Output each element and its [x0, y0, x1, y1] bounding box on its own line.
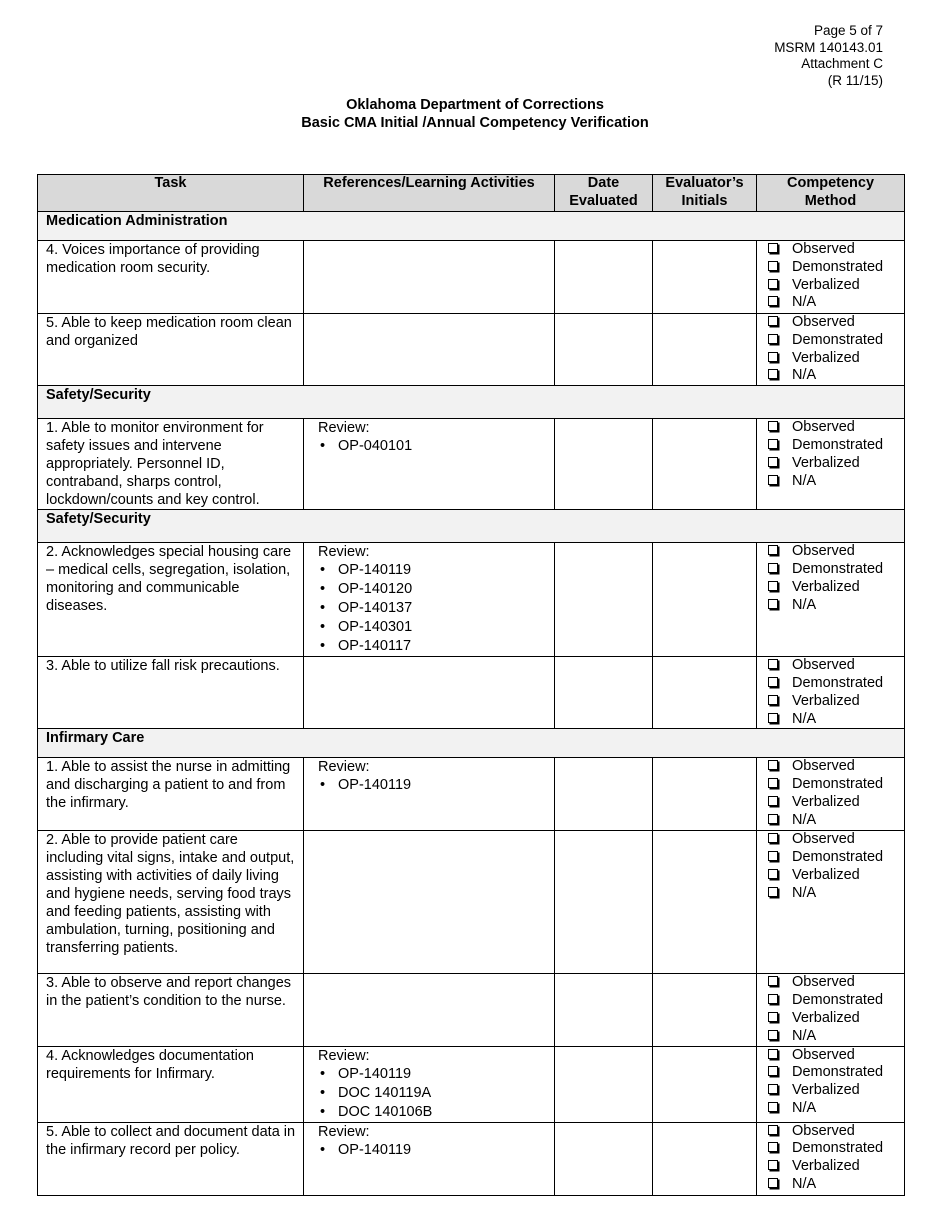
evaluator-initials-cell[interactable]: [653, 974, 757, 1046]
reference-code: DOC 140119A: [338, 1084, 432, 1101]
page-title: [0, 96, 950, 132]
method-label: Observed: [792, 974, 855, 991]
table-header-row: [38, 175, 905, 212]
date-evaluated-cell[interactable]: [555, 1046, 653, 1122]
reference-code: OP-140120: [338, 581, 413, 598]
reference-list: [318, 1065, 554, 1122]
method-label: Observed: [792, 831, 855, 848]
method-label: N/A: [792, 884, 817, 901]
competency-method-cell: [757, 831, 905, 974]
reference-code: OP-140119: [338, 777, 412, 794]
references-cell: [304, 831, 555, 974]
method-label: Verbalized: [792, 1009, 860, 1026]
evaluator-initials-cell[interactable]: [653, 419, 757, 510]
task-cell: 2. Acknowledges special housing care – medical cells, segregation, isolation, monitoring and communicable diseases.: [38, 543, 304, 657]
method-label: N/A: [792, 1099, 817, 1116]
reference-code: DOC 140106B: [338, 1103, 433, 1120]
method-label: Demonstrated: [792, 849, 884, 866]
checkbox-icon[interactable]: [768, 814, 778, 824]
table-row: [38, 314, 905, 386]
document-header: [774, 23, 883, 89]
references-cell: [304, 241, 555, 314]
references-cell: [304, 974, 555, 1046]
method-option[interactable]: [766, 867, 904, 885]
reference-list: [318, 776, 554, 795]
task-cell: 2. Able to provide patient care including vital signs, intake and output, assisting with activities of daily living and hygiene needs, serving food trays and feeding patients, assisting with ambulation, turning, positioning and transferring patients.: [38, 831, 304, 974]
method-list: [766, 241, 904, 312]
date-evaluated-cell[interactable]: [555, 657, 653, 729]
bullet-icon: •: [320, 1141, 326, 1158]
bullet-icon: •: [320, 562, 326, 579]
checkbox-icon[interactable]: [768, 869, 778, 879]
evaluator-initials-cell[interactable]: [653, 1046, 757, 1122]
checkbox-icon[interactable]: [768, 457, 778, 467]
method-label: Demonstrated: [792, 1140, 884, 1157]
competency-method-cell: [757, 241, 905, 314]
date-evaluated-cell[interactable]: [555, 1122, 653, 1195]
reference-code: OP-140301: [338, 619, 413, 636]
method-option[interactable]: [766, 455, 904, 473]
method-label: N/A: [792, 1175, 817, 1192]
reference-code: OP-140117: [338, 638, 412, 655]
evaluator-initials-cell[interactable]: [653, 1122, 757, 1195]
method-option[interactable]: [766, 543, 904, 561]
date-evaluated-cell[interactable]: [555, 419, 653, 510]
checkbox-icon[interactable]: [768, 760, 778, 770]
table-row: [38, 543, 905, 657]
checkbox-icon[interactable]: [768, 659, 778, 669]
reference-item: [318, 1084, 554, 1103]
header-evaluator-initials: Evaluator’s Initials: [653, 175, 757, 212]
task-cell: 5. Able to keep medication room clean and organized: [38, 314, 304, 386]
checkbox-icon[interactable]: [768, 1160, 778, 1170]
reference-code: OP-140119: [338, 1065, 412, 1082]
section-title: Safety/Security: [38, 510, 905, 543]
reference-item: [318, 580, 554, 599]
page-number: Page 5 of 7: [813, 23, 883, 38]
method-label: Verbalized: [792, 454, 860, 471]
evaluator-initials-cell[interactable]: [653, 758, 757, 831]
competency-method-cell: [757, 758, 905, 831]
method-label: N/A: [792, 710, 817, 727]
bullet-icon: •: [320, 1065, 326, 1082]
method-option[interactable]: [766, 332, 904, 350]
checkbox-icon[interactable]: [768, 316, 778, 326]
method-option[interactable]: [766, 711, 904, 729]
references-cell: [304, 543, 555, 657]
task-cell: 1. Able to assist the nurse in admitting and discharging a patient to and from the infirmary.: [38, 758, 304, 831]
section-row: [38, 212, 905, 241]
method-option[interactable]: [766, 1028, 904, 1046]
bullet-icon: •: [320, 638, 326, 655]
method-list: [766, 831, 904, 902]
review-label: Review:: [318, 1123, 370, 1140]
method-list: [766, 314, 904, 385]
date-evaluated-cell[interactable]: [555, 831, 653, 974]
reference-item: [318, 1103, 554, 1122]
method-option[interactable]: [766, 277, 904, 295]
method-label: Demonstrated: [792, 776, 884, 793]
method-option[interactable]: [766, 1140, 904, 1158]
checkbox-icon[interactable]: [768, 677, 778, 687]
method-option[interactable]: [766, 367, 904, 385]
method-label: Verbalized: [792, 793, 860, 810]
checkbox-icon[interactable]: [768, 1066, 778, 1076]
task-cell: 3. Able to utilize fall risk precautions.: [38, 657, 304, 729]
method-option[interactable]: [766, 1123, 904, 1141]
checkbox-icon[interactable]: [768, 1012, 778, 1022]
references-cell: [304, 419, 555, 510]
method-option[interactable]: [766, 831, 904, 849]
method-option[interactable]: [766, 675, 904, 693]
method-option[interactable]: [766, 294, 904, 312]
reference-item: [318, 437, 554, 456]
method-label: Observed: [792, 1046, 855, 1063]
method-label: N/A: [792, 811, 817, 828]
attachment-label: Attachment C: [801, 56, 883, 71]
section-row: [38, 510, 905, 543]
method-list: [766, 543, 904, 614]
reference-code: OP-140119: [338, 1141, 412, 1158]
method-label: Demonstrated: [792, 560, 884, 577]
checkbox-icon[interactable]: [768, 421, 778, 431]
checkbox-icon[interactable]: [768, 439, 778, 449]
evaluator-initials-cell[interactable]: [653, 314, 757, 386]
method-label: Demonstrated: [792, 331, 884, 348]
reference-item: [318, 618, 554, 637]
method-label: Observed: [792, 241, 855, 257]
checkbox-icon[interactable]: [768, 261, 778, 271]
method-label: Verbalized: [792, 276, 860, 293]
competency-method-cell: [757, 1046, 905, 1122]
checkbox-icon[interactable]: [768, 545, 778, 555]
reference-item: [318, 1141, 554, 1160]
table-row: [38, 974, 905, 1046]
checkbox-icon[interactable]: [768, 1142, 778, 1152]
method-option[interactable]: [766, 1047, 904, 1065]
header-references: References/Learning Activities: [304, 175, 555, 212]
reference-item: [318, 599, 554, 618]
task-cell: 1. Able to monitor environment for safety issues and intervene appropriately. Personnel ID, contraband, sharps control, lockdown/counts and key control.: [38, 419, 304, 510]
method-label: N/A: [792, 596, 817, 613]
date-evaluated-cell[interactable]: [555, 974, 653, 1046]
competency-table: [37, 174, 905, 1196]
bullet-icon: •: [320, 1103, 326, 1120]
method-label: Verbalized: [792, 349, 860, 366]
method-label: Demonstrated: [792, 992, 884, 1009]
references-cell: [304, 1122, 555, 1195]
review-label: Review:: [318, 1047, 370, 1064]
date-evaluated-cell[interactable]: [555, 543, 653, 657]
bullet-icon: •: [320, 777, 326, 794]
method-option[interactable]: [766, 812, 904, 830]
method-option[interactable]: [766, 473, 904, 491]
method-option[interactable]: [766, 758, 904, 776]
method-option[interactable]: [766, 350, 904, 368]
checkbox-icon[interactable]: [768, 713, 778, 723]
reference-code: OP-040101: [338, 438, 413, 455]
method-list: [766, 974, 904, 1045]
reference-item: [318, 561, 554, 580]
bullet-icon: •: [320, 619, 326, 636]
table-row: [38, 419, 905, 510]
method-label: Observed: [792, 1122, 855, 1139]
method-option[interactable]: [766, 1158, 904, 1176]
date-evaluated-cell[interactable]: [555, 241, 653, 314]
method-list: [766, 657, 904, 728]
reference-code: OP-140119: [338, 562, 412, 579]
section-title: Safety/Security: [38, 386, 905, 419]
date-evaluated-cell[interactable]: [555, 314, 653, 386]
method-option[interactable]: [766, 1082, 904, 1100]
table-row: [38, 657, 905, 729]
competency-method-cell: [757, 543, 905, 657]
reference-item: [318, 776, 554, 795]
checkbox-icon[interactable]: [768, 695, 778, 705]
method-option[interactable]: [766, 1176, 904, 1194]
review-label: Review:: [318, 420, 370, 437]
method-option[interactable]: [766, 419, 904, 437]
method-list: [766, 1123, 904, 1194]
document-number: MSRM 140143.01: [774, 39, 883, 55]
method-option[interactable]: [766, 776, 904, 794]
header-date-evaluated: Date Evaluated: [555, 175, 653, 212]
section-title: Infirmary Care: [38, 729, 905, 758]
evaluator-initials-cell[interactable]: [653, 831, 757, 974]
competency-method-cell: [757, 1122, 905, 1195]
evaluator-initials-cell[interactable]: [653, 241, 757, 314]
review-label: Review:: [318, 759, 370, 776]
section-row: [38, 729, 905, 758]
table-row: [38, 758, 905, 831]
method-option[interactable]: [766, 849, 904, 867]
checkbox-icon[interactable]: [768, 279, 778, 289]
checkbox-icon[interactable]: [768, 1125, 778, 1135]
method-label: Demonstrated: [792, 1064, 884, 1081]
table-row: [38, 1046, 905, 1122]
header-task: Task: [38, 175, 304, 212]
reference-item: [318, 637, 554, 656]
checkbox-icon[interactable]: [768, 1084, 778, 1094]
checkbox-icon[interactable]: [768, 599, 778, 609]
method-option[interactable]: [766, 657, 904, 675]
reference-list: [318, 437, 554, 456]
title-line-2: Basic CMA Initial /Annual Competency Verification: [301, 115, 649, 131]
checkbox-icon[interactable]: [768, 1049, 778, 1059]
checkbox-icon[interactable]: [768, 563, 778, 573]
task-cell: 3. Able to observe and report changes in the patient’s condition to the nurse.: [38, 974, 304, 1046]
method-option[interactable]: [766, 437, 904, 455]
method-list: [766, 758, 904, 829]
table-row: [38, 1122, 905, 1195]
checkbox-icon[interactable]: [768, 994, 778, 1004]
references-cell: [304, 657, 555, 729]
bullet-icon: •: [320, 600, 326, 617]
references-cell: [304, 314, 555, 386]
method-option[interactable]: [766, 1064, 904, 1082]
method-label: Verbalized: [792, 578, 860, 595]
method-label: Verbalized: [792, 1158, 860, 1175]
checkbox-icon[interactable]: [768, 778, 778, 788]
task-cell: 5. Able to collect and document data in the infirmary record per policy.: [38, 1122, 304, 1195]
method-label: Observed: [792, 543, 855, 560]
method-option[interactable]: [766, 885, 904, 903]
checkbox-icon[interactable]: [768, 352, 778, 362]
competency-method-cell: [757, 314, 905, 386]
references-cell: [304, 758, 555, 831]
competency-method-cell: [757, 657, 905, 729]
bullet-icon: •: [320, 1084, 326, 1101]
table-row: [38, 831, 905, 974]
review-label: Review:: [318, 544, 370, 561]
method-label: N/A: [792, 1027, 817, 1044]
task-cell: 4. Acknowledges documentation requirements for Infirmary.: [38, 1046, 304, 1122]
evaluator-initials-cell[interactable]: [653, 657, 757, 729]
checkbox-icon[interactable]: [768, 887, 778, 897]
checkbox-icon[interactable]: [768, 1102, 778, 1112]
method-label: Verbalized: [792, 692, 860, 709]
method-list: [766, 1047, 904, 1118]
header-competency-method: Competency Method: [757, 175, 905, 212]
method-label: Observed: [792, 314, 855, 330]
section-title: Medication Administration: [38, 212, 905, 241]
method-label: N/A: [792, 472, 817, 489]
checkbox-icon[interactable]: [768, 475, 778, 485]
method-label: N/A: [792, 294, 817, 311]
table-row: [38, 241, 905, 314]
method-option[interactable]: [766, 561, 904, 579]
reference-code: OP-140137: [338, 600, 413, 617]
method-label: Verbalized: [792, 866, 860, 883]
method-label: Demonstrated: [792, 436, 884, 453]
references-cell: [304, 1046, 555, 1122]
method-option[interactable]: [766, 1010, 904, 1028]
checkbox-icon[interactable]: [768, 796, 778, 806]
competency-method-cell: [757, 419, 905, 510]
date-evaluated-cell[interactable]: [555, 758, 653, 831]
competency-method-cell: [757, 974, 905, 1046]
method-option[interactable]: [766, 974, 904, 992]
checkbox-icon[interactable]: [768, 369, 778, 379]
checkbox-icon[interactable]: [768, 976, 778, 986]
bullet-icon: •: [320, 581, 326, 598]
bullet-icon: •: [320, 438, 326, 455]
revision-label: (R 11/15): [827, 72, 883, 88]
checkbox-icon[interactable]: [768, 334, 778, 344]
method-option[interactable]: [766, 597, 904, 615]
method-option[interactable]: [766, 693, 904, 711]
method-option[interactable]: [766, 241, 904, 259]
reference-list: [318, 1141, 554, 1160]
checkbox-icon[interactable]: [768, 243, 778, 253]
checkbox-icon[interactable]: [768, 833, 778, 843]
method-label: Observed: [792, 419, 855, 436]
method-option[interactable]: [766, 579, 904, 597]
checkbox-icon[interactable]: [768, 851, 778, 861]
method-label: N/A: [792, 367, 817, 384]
reference-item: [318, 1065, 554, 1084]
method-label: Demonstrated: [792, 674, 884, 691]
checkbox-icon[interactable]: [768, 581, 778, 591]
method-option[interactable]: [766, 1100, 904, 1118]
method-label: Observed: [792, 657, 855, 674]
method-option[interactable]: [766, 992, 904, 1010]
method-label: Demonstrated: [792, 258, 884, 275]
reference-list: [318, 561, 554, 656]
method-list: [766, 419, 904, 490]
checkbox-icon[interactable]: [768, 296, 778, 306]
method-label: Verbalized: [792, 1082, 860, 1099]
section-row: [38, 386, 905, 419]
checkbox-icon[interactable]: [768, 1178, 778, 1188]
title-line-1: Oklahoma Department of Corrections: [346, 97, 604, 113]
method-option[interactable]: [766, 314, 904, 332]
method-option[interactable]: [766, 794, 904, 812]
method-label: Observed: [792, 758, 855, 775]
method-option[interactable]: [766, 259, 904, 277]
checkbox-icon[interactable]: [768, 1030, 778, 1040]
evaluator-initials-cell[interactable]: [653, 543, 757, 657]
task-cell: 4. Voices importance of providing medication room security.: [38, 241, 304, 314]
